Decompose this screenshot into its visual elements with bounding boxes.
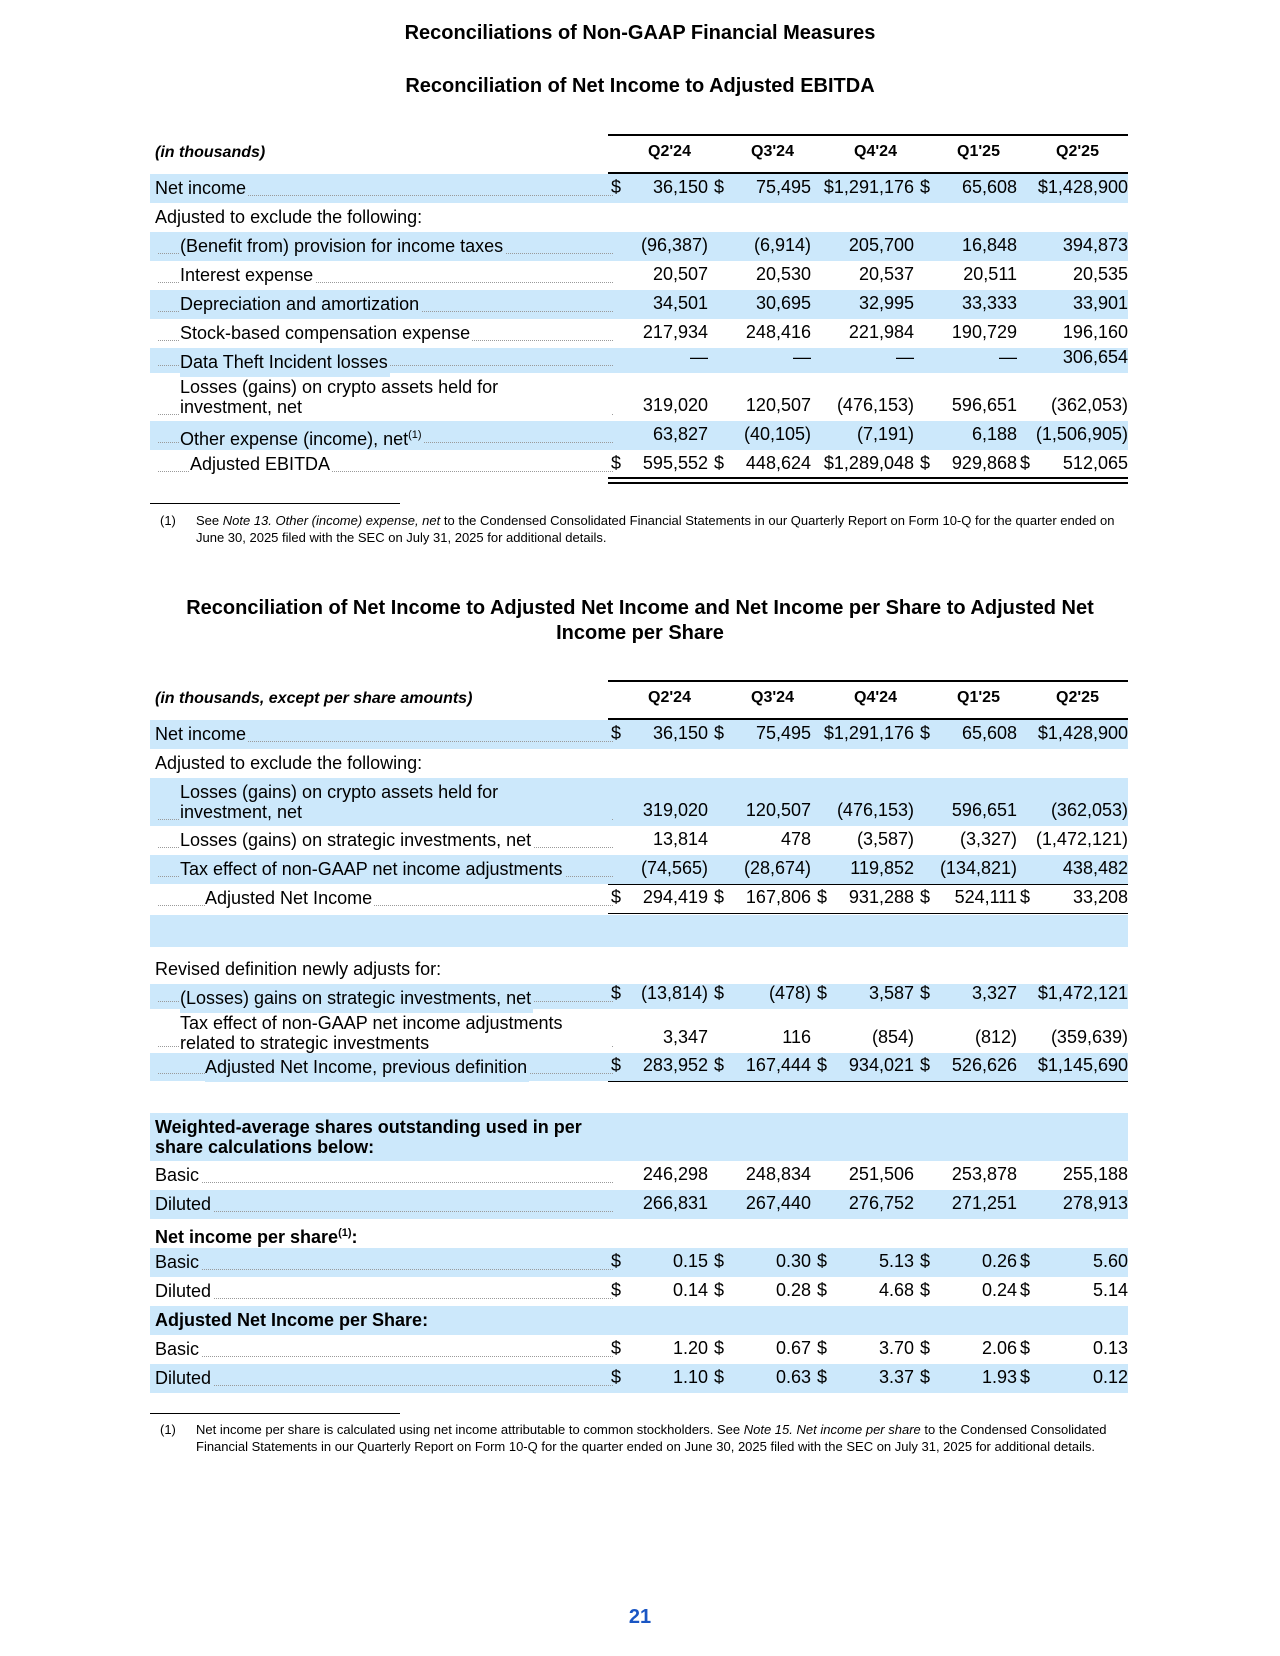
currency-symbol: $ (920, 177, 931, 197)
currency-symbol: $ (817, 983, 828, 1003)
table-cell: (74,565) (640, 858, 708, 878)
leader-dots (158, 1182, 613, 1183)
ebitda-table-header (150, 134, 1128, 174)
currency-symbol: $ (1020, 1280, 1031, 1300)
table-cell: 20,511 (963, 264, 1017, 284)
table-cell: 32,995 (858, 293, 914, 313)
table-cell: 13,814 (652, 829, 708, 849)
table-cell: $1,428,900 (1037, 177, 1128, 197)
col-header: Q2'25 (1056, 143, 1099, 160)
row-label: Diluted (155, 1277, 213, 1306)
footnote-divider (150, 503, 400, 504)
leader-dots (158, 1385, 613, 1386)
row-label: Tax effect of non-GAAP net income adjustments related to strategic investments (180, 1013, 612, 1053)
unit-label: (in thousands, except per share amounts) (155, 690, 473, 707)
table-cell: 248,416 (745, 322, 811, 342)
table-cell: 438,482 (1062, 858, 1128, 878)
footnote-divider (150, 1413, 400, 1414)
table-cell: 217,934 (642, 322, 708, 342)
table-row (150, 1248, 1128, 1277)
table-cell: 5.14 (1092, 1280, 1128, 1300)
table-cell: (13,814) (640, 983, 708, 1003)
table-cell: (6,914) (753, 235, 811, 255)
currency-symbol: $ (714, 177, 725, 197)
currency-symbol: $ (1020, 1338, 1031, 1358)
footnote-number: (1) (160, 1422, 176, 1437)
currency-symbol: $ (1020, 453, 1031, 473)
net-income-section-title: Reconciliation of Net Income to Adjusted Net Income and Net Income per Share to Adjusted Net Income per Share (186, 597, 1094, 644)
row-label: Other expense (income), net$^{(1)}$ (180, 421, 424, 450)
currency-symbol: $ (920, 453, 931, 473)
table-cell: — (999, 347, 1017, 367)
table-cell: 0.63 (775, 1367, 811, 1387)
table-cell: (1,506,905) (1035, 424, 1128, 444)
table-row (150, 984, 1128, 1009)
table-cell: 65,608 (961, 723, 1017, 743)
table-cell: 248,834 (745, 1164, 811, 1184)
table-cell: 33,333 (961, 293, 1017, 313)
table-cell: 1.93 (981, 1367, 1017, 1387)
table-cell: 271,251 (951, 1193, 1017, 1213)
currency-symbol: $ (714, 1055, 725, 1075)
row-label: Adjusted to exclude the following: (155, 203, 424, 232)
table-cell: 3,587 (868, 983, 914, 1003)
table-cell: 16,848 (961, 235, 1017, 255)
table-cell: 3,347 (662, 1027, 708, 1047)
row-label: Depreciation and amortization (180, 290, 421, 319)
row-label: Adjusted Net Income, previous definition (205, 1053, 529, 1082)
table-cell: 20,530 (755, 264, 811, 284)
table-cell: 3.70 (878, 1338, 914, 1358)
currency-symbol: $ (611, 723, 622, 743)
table-cell: 319,020 (642, 800, 708, 820)
table-cell: (3,327) (959, 829, 1017, 849)
row-label: Adjusted Net Income (205, 884, 374, 913)
table-cell: 2.06 (981, 1338, 1017, 1358)
adjusted-net-income-table (150, 680, 1128, 1393)
table-cell: (134,821) (939, 858, 1017, 878)
table-cell: — (793, 347, 811, 367)
table-cell: $1,291,176 (823, 177, 914, 197)
currency-symbol: $ (714, 1251, 725, 1271)
table-cell: 0.14 (672, 1280, 708, 1300)
row-label: Data Theft Incident losses (180, 348, 390, 377)
table-cell: 0.13 (1092, 1338, 1128, 1358)
row-label: Tax effect of non-GAAP net income adjustments (180, 855, 565, 884)
leader-dots (158, 1269, 613, 1270)
table-row (150, 290, 1128, 319)
table-cell: 116 (782, 1027, 811, 1047)
table-row (150, 1306, 1128, 1335)
table-row (150, 1335, 1128, 1364)
currency-symbol: $ (817, 887, 828, 907)
double-underline (608, 477, 1128, 484)
table-cell: 65,608 (961, 177, 1017, 197)
table-cell: 3,327 (971, 983, 1017, 1003)
currency-symbol: $ (611, 1367, 622, 1387)
ebitda-table (150, 134, 1128, 479)
table-cell: 0.24 (981, 1280, 1017, 1300)
row-label: Stock-based compensation expense (180, 319, 472, 348)
table-cell: (359,639) (1050, 1027, 1128, 1047)
unit-label: (in thousands) (155, 144, 266, 161)
table-cell: (28,674) (743, 858, 811, 878)
row-label: Basic (155, 1248, 201, 1277)
table-cell: (476,153) (836, 395, 914, 415)
table-cell: (40,105) (743, 424, 811, 444)
table-cell: 478 (780, 829, 811, 849)
table-cell: 276,752 (848, 1193, 914, 1213)
table-row (150, 450, 1128, 479)
table-row (150, 1009, 1128, 1053)
row-label: Diluted (155, 1364, 213, 1393)
table-cell: 5.60 (1092, 1251, 1128, 1271)
table-cell: (476,153) (836, 800, 914, 820)
table-row (150, 373, 1128, 421)
table-cell: 3.37 (878, 1367, 914, 1387)
currency-symbol: $ (920, 887, 931, 907)
table-cell: 75,495 (755, 177, 811, 197)
table-cell: $1,145,690 (1037, 1055, 1128, 1075)
currency-symbol: $ (611, 1055, 622, 1075)
currency-symbol: $ (714, 723, 725, 743)
table-cell: 20,507 (652, 264, 708, 284)
table-cell: 205,700 (848, 235, 914, 255)
row-label: Net income (155, 720, 248, 749)
currency-symbol: $ (1020, 1367, 1031, 1387)
currency-symbol: $ (817, 1338, 828, 1358)
table-cell: 266,831 (642, 1193, 708, 1213)
currency-symbol: $ (611, 983, 622, 1003)
row-label: (Losses) gains on strategic investments, net (180, 984, 533, 1013)
row-label: Basic (155, 1161, 201, 1190)
table-row (150, 174, 1128, 203)
table-row (150, 826, 1128, 855)
currency-symbol: $ (611, 177, 622, 197)
footnote-number: (1) (160, 513, 176, 528)
table-cell: $1,289,048 (823, 453, 914, 473)
table-cell: — (690, 347, 708, 367)
table-cell: 119,852 (850, 858, 914, 878)
table-cell: 929,868 (951, 453, 1017, 473)
leader-dots (158, 1356, 613, 1357)
table-cell: 1.10 (672, 1367, 708, 1387)
currency-symbol: $ (1020, 1251, 1031, 1271)
row-label: Net income per share$^{(1)}$: (155, 1219, 360, 1248)
total-underline (608, 913, 1128, 914)
row-label: Diluted (155, 1190, 213, 1219)
table-row (150, 1190, 1128, 1219)
col-header: Q3'24 (751, 689, 794, 706)
table-cell: 931,288 (848, 887, 914, 907)
table-cell: 319,020 (642, 395, 708, 415)
col-header: Q4'24 (854, 689, 897, 706)
currency-symbol: $ (714, 1280, 725, 1300)
table-cell: 120,507 (745, 395, 811, 415)
table-cell: 75,495 (755, 723, 811, 743)
table-cell: 167,444 (745, 1055, 811, 1075)
table-cell: 167,806 (745, 887, 811, 907)
table-cell: 196,160 (1062, 322, 1128, 342)
table-cell: 221,984 (848, 322, 914, 342)
table-row (150, 749, 1128, 778)
currency-symbol: $ (817, 1367, 828, 1387)
table-row (150, 1113, 1128, 1161)
table-cell: $1,291,176 (823, 723, 914, 743)
table-cell: (7,191) (856, 424, 914, 444)
table-cell: (362,053) (1050, 395, 1128, 415)
currency-symbol: $ (920, 983, 931, 1003)
currency-symbol: $ (817, 1280, 828, 1300)
currency-symbol: $ (920, 1251, 931, 1271)
row-label: Weighted-average shares outstanding used in per share calculations below: (155, 1117, 587, 1157)
table-cell: 20,537 (858, 264, 914, 284)
table-row (150, 1277, 1128, 1306)
table-cell: 934,021 (848, 1055, 914, 1075)
currency-symbol: $ (611, 1338, 622, 1358)
table-row (150, 232, 1128, 261)
table-cell: 394,873 (1062, 235, 1128, 255)
ani-table-header (150, 680, 1128, 720)
table-cell: 0.67 (775, 1338, 811, 1358)
table-cell: 278,913 (1062, 1193, 1128, 1213)
currency-symbol: $ (714, 1367, 725, 1387)
table-cell: (96,387) (640, 235, 708, 255)
currency-symbol: $ (920, 1367, 931, 1387)
currency-symbol: $ (920, 1280, 931, 1300)
table-cell: 253,878 (951, 1164, 1017, 1184)
col-header: Q4'24 (854, 143, 897, 160)
col-header: Q1'25 (957, 689, 1000, 706)
currency-symbol: $ (817, 1055, 828, 1075)
table-cell: 596,651 (951, 395, 1017, 415)
table-cell: 4.68 (878, 1280, 914, 1300)
table-cell: 283,952 (642, 1055, 708, 1075)
table-cell: 20,535 (1072, 264, 1128, 284)
table-row (150, 955, 1128, 984)
table-row (150, 1219, 1128, 1248)
currency-symbol: $ (1020, 887, 1031, 907)
row-label: Adjusted Net Income per Share: (155, 1306, 430, 1335)
currency-symbol: $ (714, 1338, 725, 1358)
table-cell: 0.26 (981, 1251, 1017, 1271)
footnote-text: See Note 13. Other (income) expense, net to the Condensed Consolidated Financial Statements in our Quarterly Report on Form 10-Q for the quarter ended on June 30, 2025 filed with the SEC on July 31, 2025 for additional details. (196, 513, 1115, 545)
table-cell: $1,428,900 (1037, 723, 1128, 743)
currency-symbol: $ (817, 1251, 828, 1271)
table-cell: 596,651 (951, 800, 1017, 820)
row-label: Losses (gains) on crypto assets held for investment, net (180, 377, 612, 417)
table-cell: 0.15 (672, 1251, 708, 1271)
table-row (150, 778, 1128, 826)
table-cell: (1,472,121) (1035, 829, 1128, 849)
table-row (150, 261, 1128, 290)
table-cell: 6,188 (971, 424, 1017, 444)
row-label: Net income (155, 174, 248, 203)
table-cell: 36,150 (652, 723, 708, 743)
table-cell: 34,501 (652, 293, 708, 313)
currency-symbol: $ (714, 453, 725, 473)
table-row (150, 421, 1128, 450)
footnote-text: Net income per share is calculated using net income attributable to common stockholders. See Note 15. Net income per share to the Condensed Consolidated Financial Statements in our Quarterly Report on Form 10-Q for the quarter ended on June 30, 2025 filed with the SEC on July 31, 2025 for additional details. (196, 1422, 1107, 1454)
table-row (150, 348, 1128, 373)
currency-symbol: $ (611, 1251, 622, 1271)
table-cell: (362,053) (1050, 800, 1128, 820)
table-row (150, 1161, 1128, 1190)
table-cell: 294,419 (642, 887, 708, 907)
col-header: Q2'24 (648, 689, 691, 706)
col-header: Q1'25 (957, 143, 1000, 160)
currency-symbol: $ (611, 887, 622, 907)
spacer-row (150, 915, 1128, 947)
row-label: Adjusted to exclude the following: (155, 749, 424, 778)
table-cell: 306,654 (1062, 347, 1128, 367)
table-row (150, 203, 1128, 232)
table-cell: $1,472,121 (1037, 983, 1128, 1003)
page-number: 21 (628, 1606, 652, 1628)
table-cell: 36,150 (652, 177, 708, 197)
table-cell: 1.20 (672, 1338, 708, 1358)
total-underline (608, 1081, 1128, 1082)
row-label: (Benefit from) provision for income taxes (180, 232, 505, 261)
table-cell: (812) (974, 1027, 1017, 1047)
table-cell: (478) (768, 983, 811, 1003)
table-cell: 5.13 (878, 1251, 914, 1271)
table-cell: 190,729 (951, 322, 1017, 342)
table-cell: 526,626 (951, 1055, 1017, 1075)
table-cell: 0.12 (1092, 1367, 1128, 1387)
table-row (150, 1053, 1128, 1081)
table-cell: 512,065 (1062, 453, 1128, 473)
table-cell: 0.30 (775, 1251, 811, 1271)
currency-symbol: $ (714, 887, 725, 907)
row-label: Adjusted EBITDA (190, 450, 332, 479)
row-label: Losses (gains) on crypto assets held for investment, net (180, 782, 612, 822)
currency-symbol: $ (920, 1338, 931, 1358)
table-cell: 120,507 (745, 800, 811, 820)
table-cell: 267,440 (745, 1193, 811, 1213)
col-header: Q2'24 (648, 143, 691, 160)
table-cell: 448,624 (745, 453, 811, 473)
table-cell: 255,188 (1062, 1164, 1128, 1184)
table-row (150, 720, 1128, 749)
table-row (150, 1364, 1128, 1393)
table-cell: (854) (871, 1027, 914, 1047)
leader-dots (158, 1298, 613, 1299)
table-cell: 524,111 (954, 887, 1017, 907)
table-cell: 30,695 (755, 293, 811, 313)
table-cell: 33,901 (1072, 293, 1128, 313)
row-label: Interest expense (180, 261, 315, 290)
table-row (150, 855, 1128, 884)
table-row (150, 884, 1128, 913)
col-header: Q3'24 (751, 143, 794, 160)
ebitda-section-title: Reconciliation of Net Income to Adjusted EBITDA (405, 75, 875, 97)
currency-symbol: $ (611, 1280, 622, 1300)
currency-symbol: $ (714, 983, 725, 1003)
row-label: Basic (155, 1335, 201, 1364)
table-cell: 0.28 (775, 1280, 811, 1300)
table-cell: 251,506 (848, 1164, 914, 1184)
row-label: Losses (gains) on strategic investments, net (180, 826, 533, 855)
page-title: Reconciliations of Non-GAAP Financial Measures (404, 22, 876, 44)
table-cell: 595,552 (642, 453, 708, 473)
leader-dots (158, 1211, 613, 1212)
currency-symbol: $ (611, 453, 622, 473)
currency-symbol: $ (920, 1055, 931, 1075)
table-cell: — (896, 347, 914, 367)
table-cell: 246,298 (642, 1164, 708, 1184)
row-label: Revised definition newly adjusts for: (155, 955, 443, 984)
table-cell: 33,208 (1072, 887, 1128, 907)
currency-symbol: $ (920, 723, 931, 743)
table-cell: (3,587) (856, 829, 914, 849)
col-header: Q2'25 (1056, 689, 1099, 706)
table-cell: 63,827 (652, 424, 708, 444)
table-row (150, 319, 1128, 348)
